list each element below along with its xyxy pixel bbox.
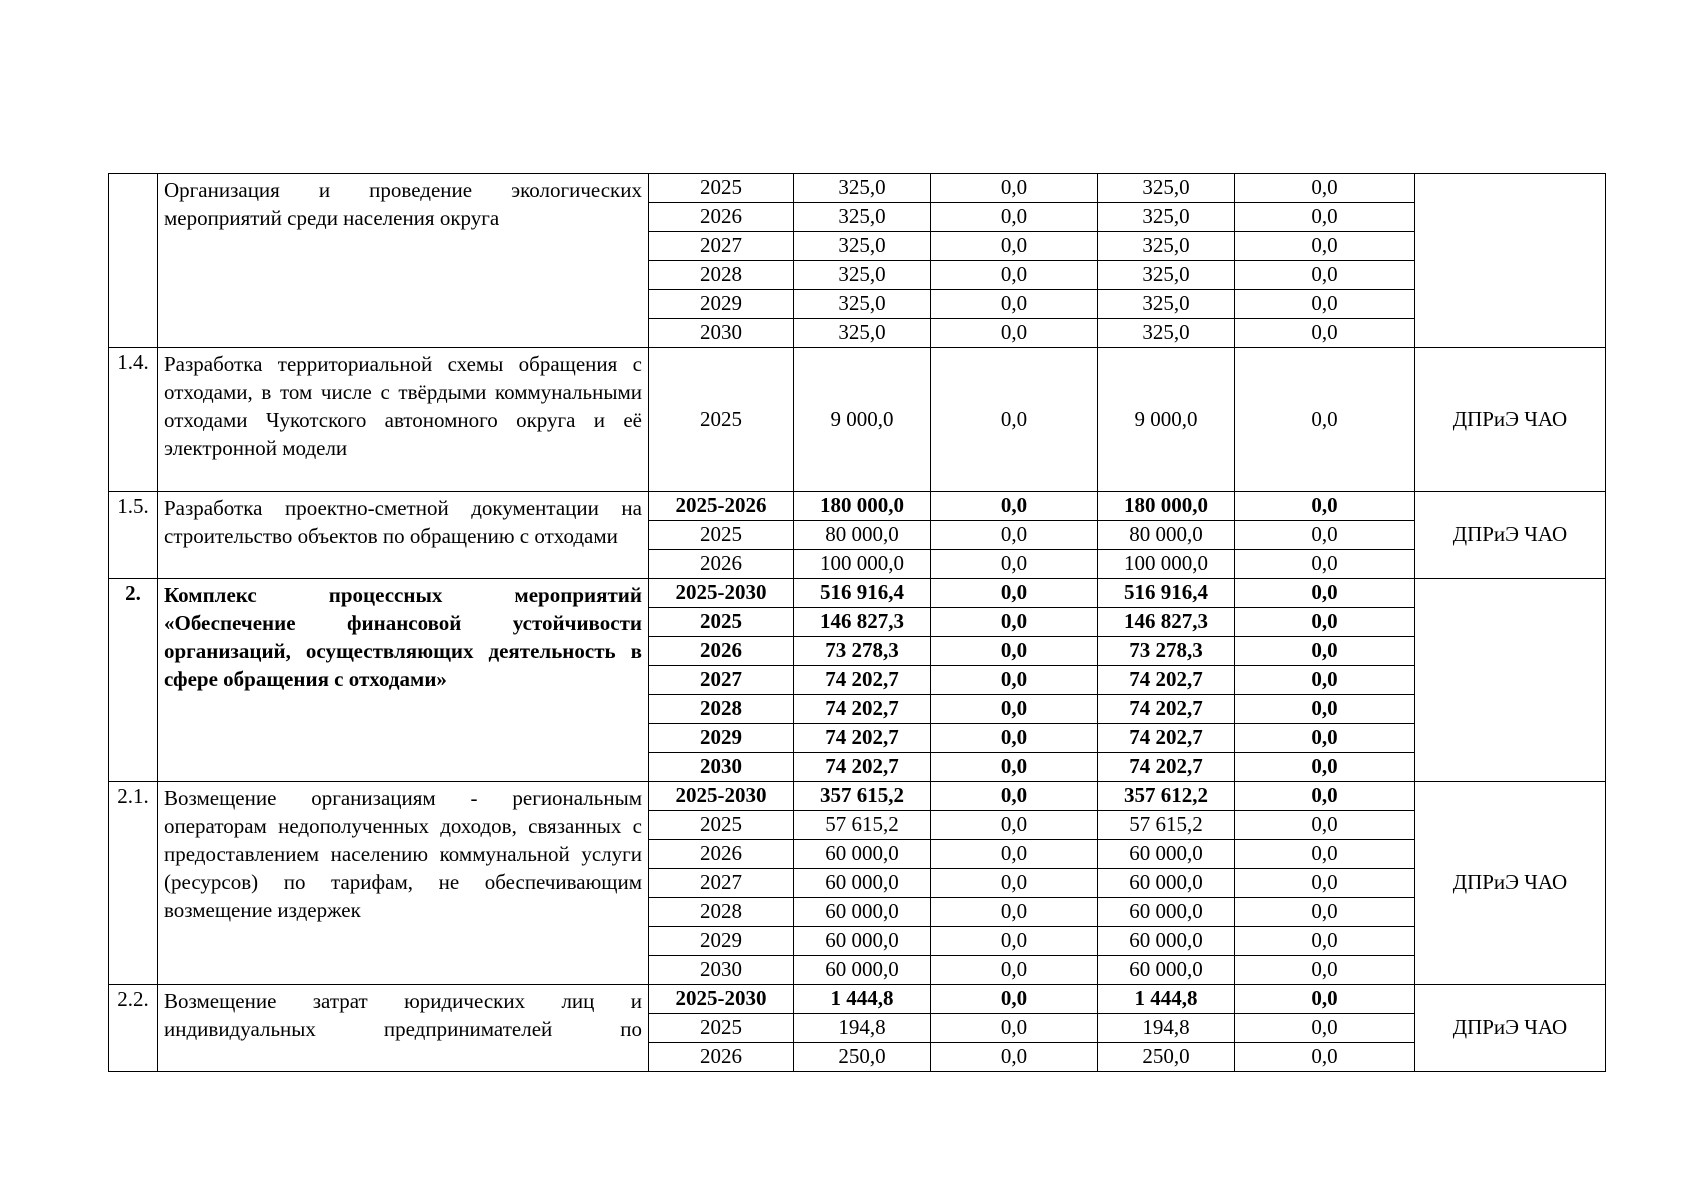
district-budget-cell: 100 000,0 bbox=[1098, 550, 1235, 579]
table-row bbox=[109, 492, 1606, 521]
district-budget-cell: 60 000,0 bbox=[1098, 840, 1235, 869]
other-sources-cell: 0,0 bbox=[1235, 869, 1415, 898]
district-budget-cell: 325,0 bbox=[1098, 319, 1235, 348]
table-row bbox=[109, 782, 1606, 811]
item-number bbox=[109, 174, 158, 348]
federal-budget-cell: 0,0 bbox=[931, 782, 1098, 811]
item-name: Возмещение организациям - региональным операторам недополученных доходов, связанных с предоставлением населению коммунальной услуги (ресурсов) по тарифам, не обеспечивающим возмещение издержек bbox=[158, 782, 649, 985]
year-cell: 2027 bbox=[649, 232, 794, 261]
executor-cell bbox=[1415, 174, 1606, 348]
district-budget-cell: 325,0 bbox=[1098, 290, 1235, 319]
year-cell: 2030 bbox=[649, 753, 794, 782]
federal-budget-cell: 0,0 bbox=[931, 1014, 1098, 1043]
year-cell: 2028 bbox=[649, 695, 794, 724]
federal-budget-cell: 0,0 bbox=[931, 1043, 1098, 1072]
item-number: 2.1. bbox=[109, 782, 158, 985]
year-cell: 2026 bbox=[649, 550, 794, 579]
table-row bbox=[109, 174, 1606, 203]
total-cell: 325,0 bbox=[794, 261, 931, 290]
year-cell: 2025 bbox=[649, 174, 794, 203]
year-cell: 2030 bbox=[649, 319, 794, 348]
total-cell: 100 000,0 bbox=[794, 550, 931, 579]
year-cell: 2029 bbox=[649, 290, 794, 319]
other-sources-cell: 0,0 bbox=[1235, 753, 1415, 782]
district-budget-cell: 146 827,3 bbox=[1098, 608, 1235, 637]
federal-budget-cell: 0,0 bbox=[931, 319, 1098, 348]
district-budget-cell: 74 202,7 bbox=[1098, 666, 1235, 695]
total-cell: 74 202,7 bbox=[794, 753, 931, 782]
item-number: 2.2. bbox=[109, 985, 158, 1072]
total-cell: 325,0 bbox=[794, 203, 931, 232]
year-cell: 2025-2030 bbox=[649, 579, 794, 608]
district-budget-cell: 57 615,2 bbox=[1098, 811, 1235, 840]
federal-budget-cell: 0,0 bbox=[931, 956, 1098, 985]
other-sources-cell: 0,0 bbox=[1235, 290, 1415, 319]
federal-budget-cell: 0,0 bbox=[931, 608, 1098, 637]
year-cell: 2025-2030 bbox=[649, 782, 794, 811]
district-budget-cell: 1 444,8 bbox=[1098, 985, 1235, 1014]
federal-budget-cell: 0,0 bbox=[931, 840, 1098, 869]
federal-budget-cell: 0,0 bbox=[931, 174, 1098, 203]
other-sources-cell: 0,0 bbox=[1235, 985, 1415, 1014]
district-budget-cell: 9 000,0 bbox=[1098, 348, 1235, 492]
total-cell: 60 000,0 bbox=[794, 840, 931, 869]
item-number: 2. bbox=[109, 579, 158, 782]
total-cell: 57 615,2 bbox=[794, 811, 931, 840]
total-cell: 73 278,3 bbox=[794, 637, 931, 666]
other-sources-cell: 0,0 bbox=[1235, 174, 1415, 203]
year-cell: 2025-2026 bbox=[649, 492, 794, 521]
item-name: Возмещение затрат юридических лиц и индивидуальных предпринимателей по bbox=[158, 985, 649, 1072]
table-row bbox=[109, 348, 1606, 492]
federal-budget-cell: 0,0 bbox=[931, 927, 1098, 956]
item-name: Разработка проектно-сметной документации на строительство объектов по обращению с отходами bbox=[158, 492, 649, 579]
federal-budget-cell: 0,0 bbox=[931, 290, 1098, 319]
other-sources-cell: 0,0 bbox=[1235, 637, 1415, 666]
year-cell: 2029 bbox=[649, 724, 794, 753]
total-cell: 80 000,0 bbox=[794, 521, 931, 550]
total-cell: 357 615,2 bbox=[794, 782, 931, 811]
other-sources-cell: 0,0 bbox=[1235, 724, 1415, 753]
other-sources-cell: 0,0 bbox=[1235, 898, 1415, 927]
total-cell: 60 000,0 bbox=[794, 869, 931, 898]
district-budget-cell: 325,0 bbox=[1098, 261, 1235, 290]
year-cell: 2025 bbox=[649, 348, 794, 492]
total-cell: 60 000,0 bbox=[794, 898, 931, 927]
total-cell: 9 000,0 bbox=[794, 348, 931, 492]
total-cell: 74 202,7 bbox=[794, 666, 931, 695]
federal-budget-cell: 0,0 bbox=[931, 666, 1098, 695]
other-sources-cell: 0,0 bbox=[1235, 319, 1415, 348]
other-sources-cell: 0,0 bbox=[1235, 203, 1415, 232]
federal-budget-cell: 0,0 bbox=[931, 985, 1098, 1014]
other-sources-cell: 0,0 bbox=[1235, 695, 1415, 724]
executor-cell: ДПРиЭ ЧАО bbox=[1415, 492, 1606, 579]
total-cell: 250,0 bbox=[794, 1043, 931, 1072]
federal-budget-cell: 0,0 bbox=[931, 724, 1098, 753]
other-sources-cell: 0,0 bbox=[1235, 348, 1415, 492]
year-cell: 2027 bbox=[649, 666, 794, 695]
total-cell: 1 444,8 bbox=[794, 985, 931, 1014]
total-cell: 60 000,0 bbox=[794, 956, 931, 985]
federal-budget-cell: 0,0 bbox=[931, 348, 1098, 492]
federal-budget-cell: 0,0 bbox=[931, 695, 1098, 724]
item-name: Комплекс процессных мероприятий «Обеспечение финансовой устойчивости организаций, осуществляющих деятельность в сфере обращения с отходами» bbox=[158, 579, 649, 782]
federal-budget-cell: 0,0 bbox=[931, 203, 1098, 232]
district-budget-cell: 357 612,2 bbox=[1098, 782, 1235, 811]
district-budget-cell: 74 202,7 bbox=[1098, 695, 1235, 724]
budget-table bbox=[108, 173, 1606, 1072]
other-sources-cell: 0,0 bbox=[1235, 927, 1415, 956]
total-cell: 180 000,0 bbox=[794, 492, 931, 521]
other-sources-cell: 0,0 bbox=[1235, 521, 1415, 550]
other-sources-cell: 0,0 bbox=[1235, 261, 1415, 290]
federal-budget-cell: 0,0 bbox=[931, 232, 1098, 261]
district-budget-cell: 325,0 bbox=[1098, 203, 1235, 232]
total-cell: 325,0 bbox=[794, 232, 931, 261]
federal-budget-cell: 0,0 bbox=[931, 898, 1098, 927]
total-cell: 74 202,7 bbox=[794, 724, 931, 753]
year-cell: 2026 bbox=[649, 203, 794, 232]
federal-budget-cell: 0,0 bbox=[931, 550, 1098, 579]
district-budget-cell: 516 916,4 bbox=[1098, 579, 1235, 608]
executor-cell bbox=[1415, 579, 1606, 782]
district-budget-cell: 74 202,7 bbox=[1098, 724, 1235, 753]
other-sources-cell: 0,0 bbox=[1235, 232, 1415, 261]
executor-cell: ДПРиЭ ЧАО bbox=[1415, 782, 1606, 985]
district-budget-cell: 80 000,0 bbox=[1098, 521, 1235, 550]
year-cell: 2025 bbox=[649, 521, 794, 550]
district-budget-cell: 60 000,0 bbox=[1098, 898, 1235, 927]
other-sources-cell: 0,0 bbox=[1235, 666, 1415, 695]
other-sources-cell: 0,0 bbox=[1235, 811, 1415, 840]
district-budget-cell: 194,8 bbox=[1098, 1014, 1235, 1043]
district-budget-cell: 60 000,0 bbox=[1098, 869, 1235, 898]
year-cell: 2026 bbox=[649, 1043, 794, 1072]
district-budget-cell: 60 000,0 bbox=[1098, 927, 1235, 956]
item-number: 1.4. bbox=[109, 348, 158, 492]
district-budget-cell: 180 000,0 bbox=[1098, 492, 1235, 521]
executor-cell: ДПРиЭ ЧАО bbox=[1415, 985, 1606, 1072]
total-cell: 146 827,3 bbox=[794, 608, 931, 637]
executor-cell: ДПРиЭ ЧАО bbox=[1415, 348, 1606, 492]
federal-budget-cell: 0,0 bbox=[931, 261, 1098, 290]
federal-budget-cell: 0,0 bbox=[931, 869, 1098, 898]
table-row bbox=[109, 985, 1606, 1014]
item-name: Организация и проведение экологических мероприятий среди населения округа bbox=[158, 174, 649, 348]
year-cell: 2029 bbox=[649, 927, 794, 956]
other-sources-cell: 0,0 bbox=[1235, 1043, 1415, 1072]
other-sources-cell: 0,0 bbox=[1235, 840, 1415, 869]
district-budget-cell: 325,0 bbox=[1098, 232, 1235, 261]
total-cell: 60 000,0 bbox=[794, 927, 931, 956]
item-name: Разработка территориальной схемы обращения с отходами, в том числе с твёрдыми коммунальными отходами Чукотского автономного округа и её электронной модели bbox=[158, 348, 649, 492]
table-row bbox=[109, 579, 1606, 608]
federal-budget-cell: 0,0 bbox=[931, 811, 1098, 840]
district-budget-cell: 73 278,3 bbox=[1098, 637, 1235, 666]
item-number: 1.5. bbox=[109, 492, 158, 579]
other-sources-cell: 0,0 bbox=[1235, 492, 1415, 521]
year-cell: 2028 bbox=[649, 261, 794, 290]
total-cell: 325,0 bbox=[794, 290, 931, 319]
year-cell: 2030 bbox=[649, 956, 794, 985]
federal-budget-cell: 0,0 bbox=[931, 492, 1098, 521]
other-sources-cell: 0,0 bbox=[1235, 956, 1415, 985]
year-cell: 2028 bbox=[649, 898, 794, 927]
federal-budget-cell: 0,0 bbox=[931, 753, 1098, 782]
year-cell: 2026 bbox=[649, 637, 794, 666]
district-budget-cell: 325,0 bbox=[1098, 174, 1235, 203]
federal-budget-cell: 0,0 bbox=[931, 521, 1098, 550]
other-sources-cell: 0,0 bbox=[1235, 608, 1415, 637]
year-cell: 2027 bbox=[649, 869, 794, 898]
district-budget-cell: 250,0 bbox=[1098, 1043, 1235, 1072]
district-budget-cell: 60 000,0 bbox=[1098, 956, 1235, 985]
total-cell: 194,8 bbox=[794, 1014, 931, 1043]
other-sources-cell: 0,0 bbox=[1235, 550, 1415, 579]
federal-budget-cell: 0,0 bbox=[931, 637, 1098, 666]
total-cell: 74 202,7 bbox=[794, 695, 931, 724]
year-cell: 2025 bbox=[649, 811, 794, 840]
total-cell: 325,0 bbox=[794, 174, 931, 203]
year-cell: 2025-2030 bbox=[649, 985, 794, 1014]
district-budget-cell: 74 202,7 bbox=[1098, 753, 1235, 782]
other-sources-cell: 0,0 bbox=[1235, 1014, 1415, 1043]
other-sources-cell: 0,0 bbox=[1235, 579, 1415, 608]
budget-table-page bbox=[108, 173, 1606, 1072]
year-cell: 2025 bbox=[649, 1014, 794, 1043]
total-cell: 516 916,4 bbox=[794, 579, 931, 608]
other-sources-cell: 0,0 bbox=[1235, 782, 1415, 811]
year-cell: 2025 bbox=[649, 608, 794, 637]
year-cell: 2026 bbox=[649, 840, 794, 869]
federal-budget-cell: 0,0 bbox=[931, 579, 1098, 608]
total-cell: 325,0 bbox=[794, 319, 931, 348]
